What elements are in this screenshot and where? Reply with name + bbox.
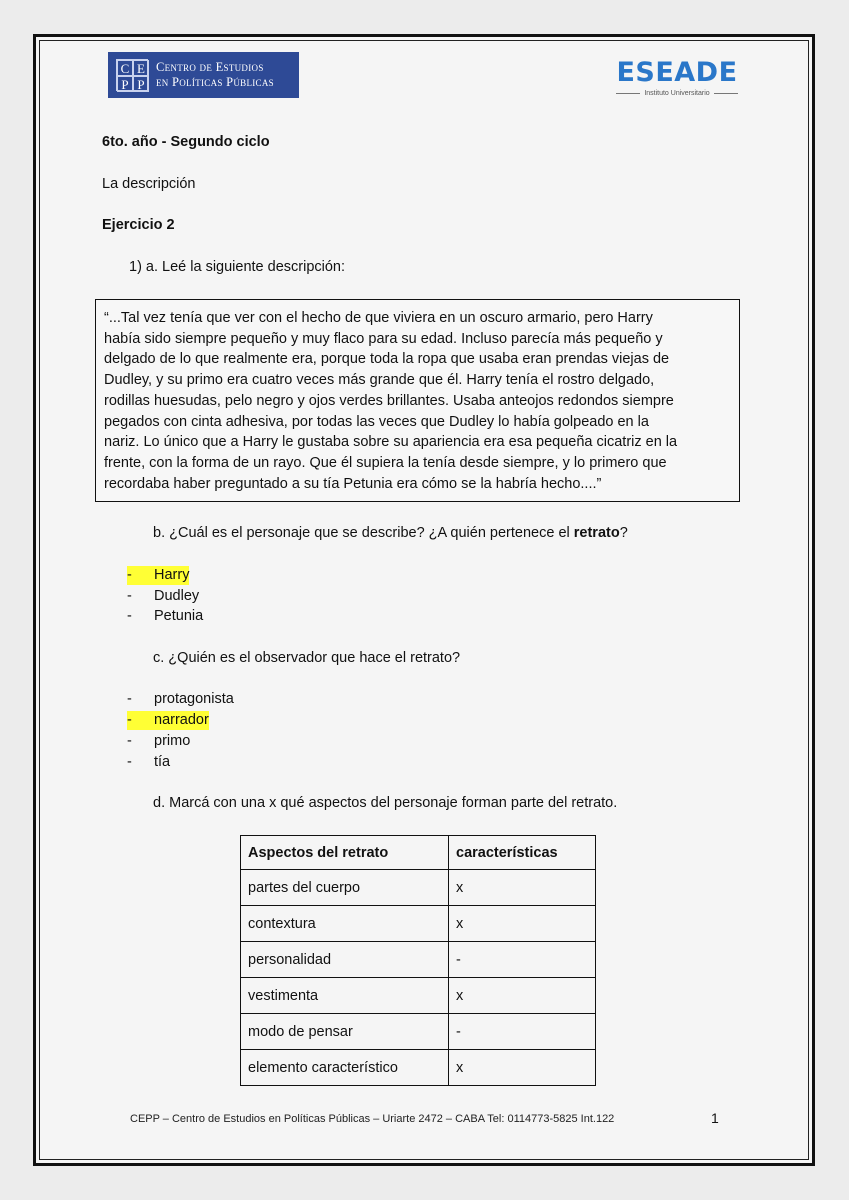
eseade-logo-subtitle: Instituto Universitario: [644, 90, 710, 97]
question-b-end: ?: [619, 525, 628, 541]
eseade-logo-name: ESEADE: [616, 57, 738, 88]
table-header-cell: Aspectos del retrato: [241, 836, 449, 870]
option-c-protagonista: [127, 690, 234, 709]
cepp-logo-line1: Centro de Estudios: [156, 60, 264, 74]
option-dash: -: [127, 691, 132, 707]
table-cell: x: [449, 978, 596, 1014]
quote-box: [95, 299, 740, 502]
option-c-tia: [127, 753, 170, 772]
table-row: [241, 1014, 596, 1050]
quote-line: rodillas huesudas, pelo negro y ojos verdes brillantes. Usaba anteojos redondos siempre: [104, 392, 674, 409]
cepp-logo-line2: en Políticas Públicas: [156, 75, 274, 89]
option-label: narrador: [154, 712, 209, 728]
cepp-logo: [108, 52, 299, 98]
table-cell: x: [449, 870, 596, 906]
quote-line: nariz. Lo único que a Harry le gustaba sobre su apariencia era esa pequeña cicatriz en la: [104, 434, 678, 451]
aspects-table: [240, 835, 596, 1086]
quote-line: había sido siempre pequeño y muy flaco para su edad. Incluso parecía más pequeño y: [104, 330, 663, 347]
option-c-narrador: [127, 711, 209, 730]
option-dash: -: [127, 733, 132, 749]
option-label: Dudley: [154, 588, 200, 604]
footer-text: CEPP – Centro de Estudios en Políticas Públicas – Uriarte 2472 – CABA Tel: 0114773-5825 Int.122: [130, 1113, 615, 1125]
option-dash: -: [127, 754, 132, 770]
quote-line: Dudley, y su primo era cuatro veces más grande que él. Harry tenía el rostro delgado,: [104, 372, 655, 389]
option-b-petunia: [127, 607, 203, 626]
table-row: [241, 906, 596, 942]
eseade-logo-subtitle-row: [612, 90, 742, 97]
option-label: protagonista: [154, 691, 234, 707]
option-dash: -: [127, 567, 132, 583]
eseade-logo: [612, 58, 742, 102]
table-row: [241, 942, 596, 978]
table-cell: personalidad: [241, 942, 449, 978]
option-label: tía: [154, 754, 171, 770]
option-label: Harry: [154, 567, 190, 583]
question-c: c. ¿Quién es el observador que hace el retrato?: [153, 650, 461, 666]
table-row: [241, 978, 596, 1014]
table-cell: -: [449, 1014, 596, 1050]
quote-line: frente, con la forma de un rayo. Que él supiera la tenía desde siempre, y lo primero que: [104, 454, 667, 471]
table-header-row: [241, 836, 596, 870]
cepp-letter: C: [117, 60, 133, 76]
table-cell: x: [449, 906, 596, 942]
quote-line: delgado de lo que realmente era, porque toda la ropa que usaba eran prendas viejas de: [104, 351, 670, 368]
question-b-text: b. ¿Cuál es el personaje que se describe? ¿A quién pertenece el: [153, 525, 574, 541]
question-b-bold: retrato: [573, 525, 620, 541]
option-dash: -: [127, 712, 132, 728]
table-cell: elemento característico: [241, 1050, 449, 1086]
eseade-rule-left: [616, 93, 640, 94]
table-row: [241, 870, 596, 906]
table-cell: -: [449, 942, 596, 978]
year-heading: 6to. año - Segundo ciclo: [102, 134, 270, 150]
cepp-letter: P: [133, 76, 149, 92]
quote-line: “...Tal vez tenía que ver con el hecho de que viviera en un oscuro armario, pero Harry: [104, 310, 653, 326]
exercise-heading: Ejercicio 2: [102, 217, 175, 233]
item-a-instruction: 1) a. Leé la siguiente descripción:: [129, 259, 346, 275]
eseade-rule-right: [714, 93, 738, 94]
table-cell: vestimenta: [241, 978, 449, 1014]
topic-heading: La descripción: [102, 176, 196, 192]
question-b: [153, 525, 628, 542]
table-cell: x: [449, 1050, 596, 1086]
option-label: primo: [154, 733, 191, 749]
option-dash: -: [127, 608, 132, 624]
table-row: [241, 1050, 596, 1086]
option-c-primo: [127, 732, 190, 751]
table-cell: partes del cuerpo: [241, 870, 449, 906]
table-cell: contextura: [241, 906, 449, 942]
cepp-letter: E: [133, 60, 149, 76]
cepp-logo-text: [156, 60, 274, 90]
option-b-harry: [127, 566, 189, 585]
quote-line: pegados con cinta adhesiva, por todas las veces que Dudley lo había golpeado en la: [104, 413, 649, 430]
question-d: d. Marcá con una x qué aspectos del personaje forman parte del retrato.: [153, 795, 618, 811]
option-label: Petunia: [154, 608, 204, 624]
table-header-cell: características: [449, 836, 596, 870]
quote-line: recordaba haber preguntado a su tía Petunia era cómo se la habría hecho....”: [104, 475, 602, 492]
cepp-letter: P: [117, 76, 133, 92]
option-dash: -: [127, 588, 132, 604]
option-b-dudley: [127, 587, 199, 606]
page-number: 1: [711, 1110, 719, 1126]
cepp-logo-mark: [116, 59, 148, 91]
table-cell: modo de pensar: [241, 1014, 449, 1050]
